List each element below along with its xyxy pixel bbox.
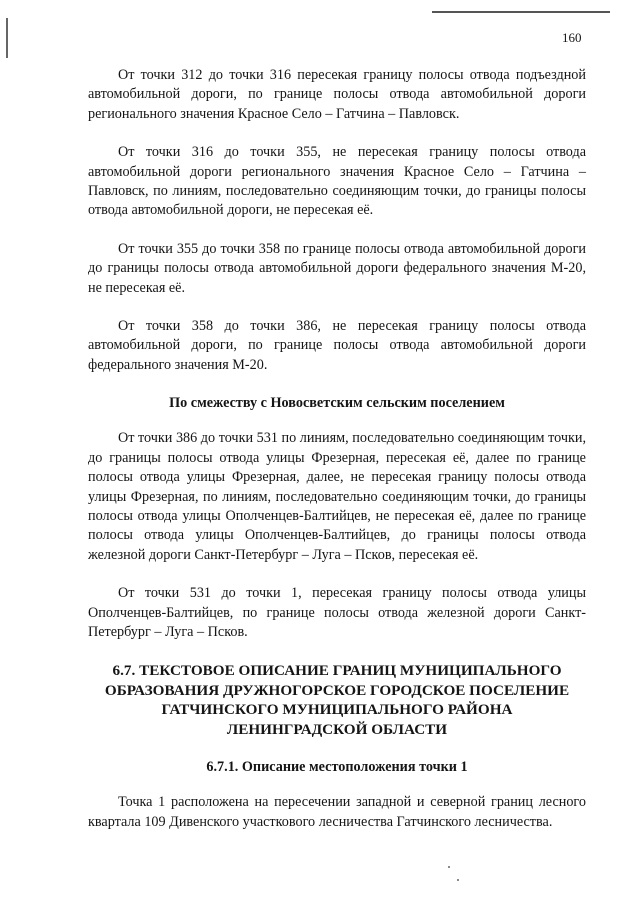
scan-edge-line	[432, 11, 610, 13]
paragraph-355-358: От точки 355 до точки 358 по границе полосы отвода автомобильной дороги до границы полосы отвода автомобильной дороги федерального значения М-20, не пересекая её.	[88, 240, 586, 296]
document-body	[88, 66, 586, 832]
paragraph-358-386: От точки 358 до точки 386, не пересекая границу полосы отвода автомобильной дороги, по границе полосы отвода автомобильной дороги федерального значения М-20.	[88, 318, 586, 373]
paragraph-312-316: От точки 312 до точки 316 пересекая границу полосы отвода подъездной автомобильной дороги, по границе полосы отвода автомобильной дороги регионального значения Красное Село – Гатчина – Павловск.	[88, 67, 586, 122]
scan-margin-mark	[6, 18, 8, 58]
neighbour-subheading: По смежеству с Новосветским сельским поселением	[169, 395, 505, 412]
scan-speck	[457, 879, 459, 881]
paragraph-531-1: От точки 531 до точки 1, пересекая границу полосы отвода улицы Ополченцев-Балтийцев, по границе полосы отвода железной дороги Санкт-Петербург – Луга – Псков.	[88, 585, 586, 640]
paragraph-386-531: От точки 386 до точки 531 по линиям, последовательно соединяющим точки, до границы полосы отвода улицы Фрезерная, пересекая её, далее по границе полосы отвода улицы Фрезерная, далее, не пересекая границу полосы отвода улицы Фрезерная, по линиям, последовательно соединяющим точки, до границы полосы отвода улицы Ополченцев-Балтийцев, не пересекая её, далее по границе полосы отвода улицы Ополченцев-Балтийцев, до границы полосы отвода железной дороги Санкт-Петербург – Луга – Псков, пересекая её.	[88, 430, 586, 563]
scan-speck	[448, 866, 450, 868]
point-1-paragraph: Точка 1 расположена на пересечении западной и северной границ лесного квартала 109 Дивенского участкового лесничества Гатчинского лесничества.	[88, 794, 586, 830]
paragraph-316-355: От точки 316 до точки 355, не пересекая границу полосы отвода автомобильной дороги регионального значения Красное Село – Гатчина – Павловск, по линиям, последовательно соединяющим точки, до границы полосы отвода автомобильной дороги, не пересекая её.	[88, 144, 586, 219]
subsection-heading: 6.7.1. Описание местоположения точки 1	[206, 759, 468, 776]
page-number: 160	[562, 30, 582, 45]
section-heading: 6.7. ТЕКСТОВОЕ ОПИСАНИЕ ГРАНИЦ МУНИЦИПАЛЬНОГО ОБРАЗОВАНИЯ ДРУЖНОГОРСКОЕ ГОРОДСКОЕ ПОСЕЛЕНИЕ ГАТЧИНСКОГО МУНИЦИПАЛЬНОГО РАЙОНА ЛЕНИНГРАДСКОЙ ОБЛАСТИ	[104, 662, 570, 738]
